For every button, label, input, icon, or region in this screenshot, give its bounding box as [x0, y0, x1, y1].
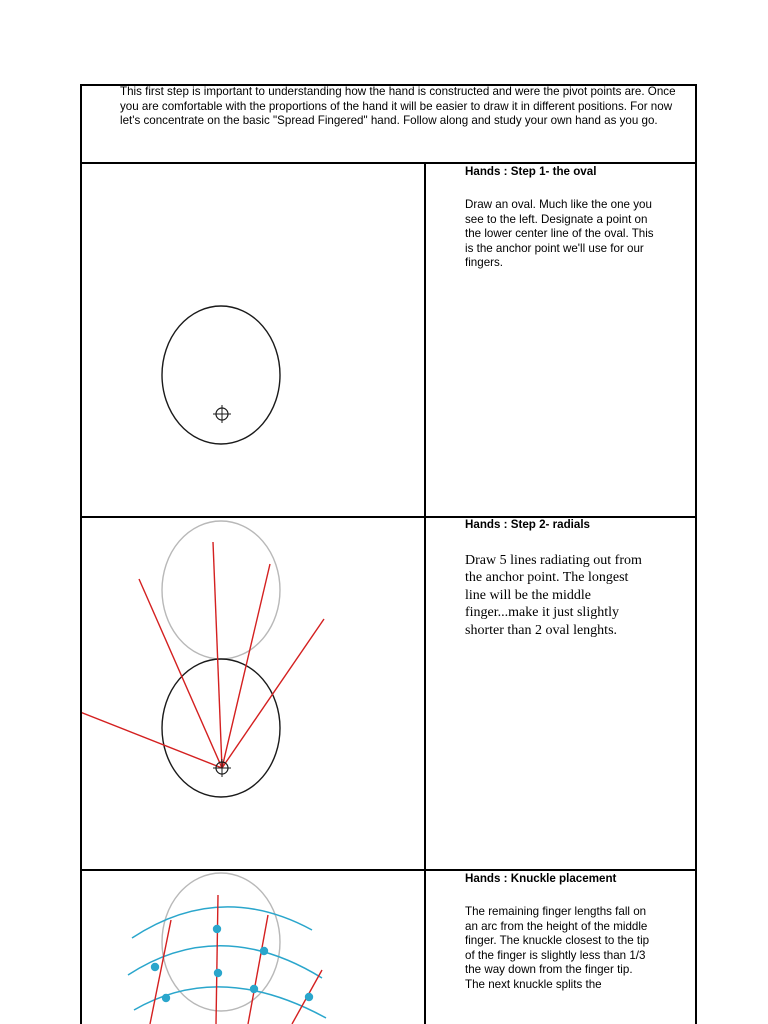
ghost-oval: [162, 873, 280, 1011]
knuckle-dots: [151, 925, 313, 1002]
intro-paragraph: This first step is important to understanding how the hand is constructed and were the pivot points are. Once you are comfortable with the proportions of the hand it will be easier to draw it in different positions. For now let's concentrate on the basic "Spread Fingered" hand. Follow along and study your own hand as you go.: [120, 85, 676, 128]
step-1-title: Hands : Step 1- the oval: [465, 165, 597, 178]
step-3-title: Hands : Knuckle placement: [465, 872, 617, 885]
step-1-text: Draw an oval. Much like the one you see to the left. Designate a point on the lower center line of the oval. This is the anchor point we'll use for our fingers.: [465, 198, 654, 270]
arc-knuckle-1: [128, 946, 322, 978]
step-3-text: The remaining finger lengths fall on an arc from the height of the middle finger. The knuckle closest to the tip of the finger is slightly less than 1/3 the way down from the finger tip. The next knuckle splits the: [465, 905, 650, 991]
radial-ring: [248, 915, 268, 1024]
step-2-title: Hands : Step 2- radials: [465, 518, 590, 531]
radial-middle: [216, 895, 218, 1024]
arc-tips: [132, 907, 312, 938]
step-2-text: Draw 5 lines radiating out from the anchor point. The longest line will be the middle finger...make it just slightly shorter than 2 oval lenghts.: [465, 553, 642, 638]
